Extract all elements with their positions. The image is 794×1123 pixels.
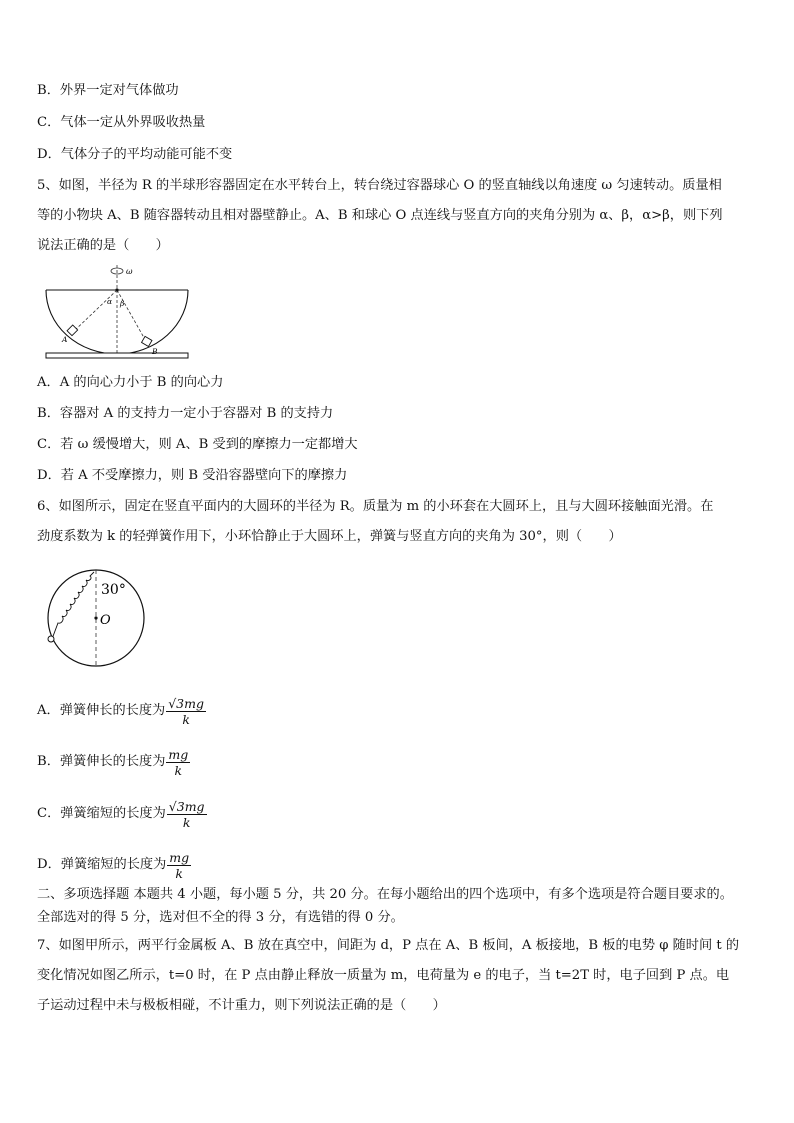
label-b: B — [152, 347, 158, 356]
q7-stem-line-2: 变化情况如图乙所示，t=0 时，在 P 点由静止释放一质量为 m，电荷量为 e 的电子，当 t=2T 时，电子回到 P 点。电 — [37, 968, 730, 983]
q5-stem-line-3: 说法正确的是（ ） — [37, 238, 169, 253]
center-label: O — [100, 613, 111, 628]
q6-option-b-fraction — [166, 747, 190, 778]
q6-option-c-numerator: √3mg — [168, 798, 205, 814]
q6-stem — [37, 492, 757, 552]
q6-option-a-denominator: k — [182, 711, 190, 727]
block-a — [67, 325, 78, 336]
center-point — [115, 288, 118, 291]
q6-option-d-denominator: k — [175, 865, 183, 881]
q4-option-d: D．气体分子的平均动能可能不变 — [37, 147, 233, 162]
q5-hemisphere-figure — [42, 263, 192, 363]
q7-stem-line-3: 子运动过程中未与极板相碰，不计重力，则下列说法正确的是（ ） — [37, 998, 446, 1013]
q5-option-a: A．A 的向心力小于 B 的向心力 — [37, 375, 224, 390]
q6-stem-line-2: 劲度系数为 k 的轻弹簧作用下，小环恰静止于大圆环上，弹簧与竖直方向的夹角为 30°，则（ ） — [37, 529, 622, 544]
q6-option-c-denominator: k — [182, 814, 191, 830]
q6-option-a-text: A．弹簧伸长的长度为 — [37, 703, 166, 718]
line-o-to-b — [117, 290, 147, 343]
q5-option-d: D．若 A 不受摩擦力，则 B 受沿容器壁向下的摩擦力 — [37, 468, 348, 483]
q6-option-b — [37, 744, 190, 780]
label-a: A — [62, 335, 68, 344]
q6-option-c-text: C．弹簧缩短的长度为 — [37, 806, 166, 821]
q7-stem-line-1: 7、如图甲所示，两平行金属板 A、B 放在真空中，间距为 d，P 点在 A、B 板间，A 板接地，B 板的电势 φ 随时间 t 的 — [37, 938, 740, 953]
q4-option-b: B．外界一定对气体做功 — [37, 83, 179, 98]
q6-option-c-fraction — [167, 799, 207, 830]
q7-stem — [37, 931, 757, 1021]
label-alpha: α — [107, 297, 113, 306]
q4-option-c: C．气体一定从外界吸收热量 — [37, 115, 206, 130]
q6-option-b-text: B．弹簧伸长的长度为 — [37, 754, 166, 769]
q5-stem — [37, 171, 757, 261]
block-b — [142, 336, 152, 346]
spring — [52, 572, 94, 639]
angle-label: 30° — [101, 582, 126, 598]
q6-option-d-numerator: mg — [169, 849, 190, 865]
label-beta: β — [120, 299, 125, 308]
omega-label: ω — [126, 267, 133, 276]
q6-ring-spring-figure — [40, 566, 150, 670]
q5-option-b: B．容器对 A 的支持力一定小于容器对 B 的支持力 — [37, 406, 334, 421]
q5-option-c: C．若 ω 缓慢增大，则 A、B 受到的摩擦力一定都增大 — [37, 437, 358, 452]
section-2-line-1: 二、多项选择题 本题共 4 小题，每小题 5 分，共 20 分。在每小题给出的四个选项中，有多个选项是符合题目要求的。 — [37, 887, 733, 902]
small-ring — [48, 636, 54, 642]
q6-option-d-fraction — [167, 850, 191, 881]
q6-option-a-fraction — [166, 696, 206, 727]
q5-stem-line-1: 5、如图，半径为 R 的半球形容器固定在水平转台上，转台绕过容器球心 O 的竖直轴线以角速度 ω 匀速转动。质量相 — [37, 178, 722, 193]
q6-option-b-numerator: mg — [168, 746, 189, 762]
q6-option-a-numerator: √3mg — [168, 695, 204, 711]
q6-stem-line-1: 6、如图所示，固定在竖直平面内的大圆环的半径为 R。质量为 m 的小环套在大圆环上，且与大圆环接触面光滑。在 — [37, 499, 714, 514]
section-2-line-2: 全部选对的得 5 分，选对但不全的得 3 分，有选错的得 0 分。 — [37, 910, 404, 925]
q6-option-c — [37, 796, 207, 832]
section-2-instructions — [37, 883, 757, 929]
center-o — [94, 616, 97, 619]
q6-option-d — [37, 847, 191, 883]
turntable-base — [46, 353, 188, 358]
q5-stem-line-2: 等的小物块 A、B 随容器转动且相对器壁静止。A、B 和球心 O 点连线与竖直方向的夹角分别为 α、β，α>β，则下列 — [37, 208, 723, 223]
q6-option-b-denominator: k — [174, 762, 183, 778]
q6-option-d-text: D．弹簧缩短的长度为 — [37, 857, 167, 872]
q6-option-a — [37, 693, 206, 729]
